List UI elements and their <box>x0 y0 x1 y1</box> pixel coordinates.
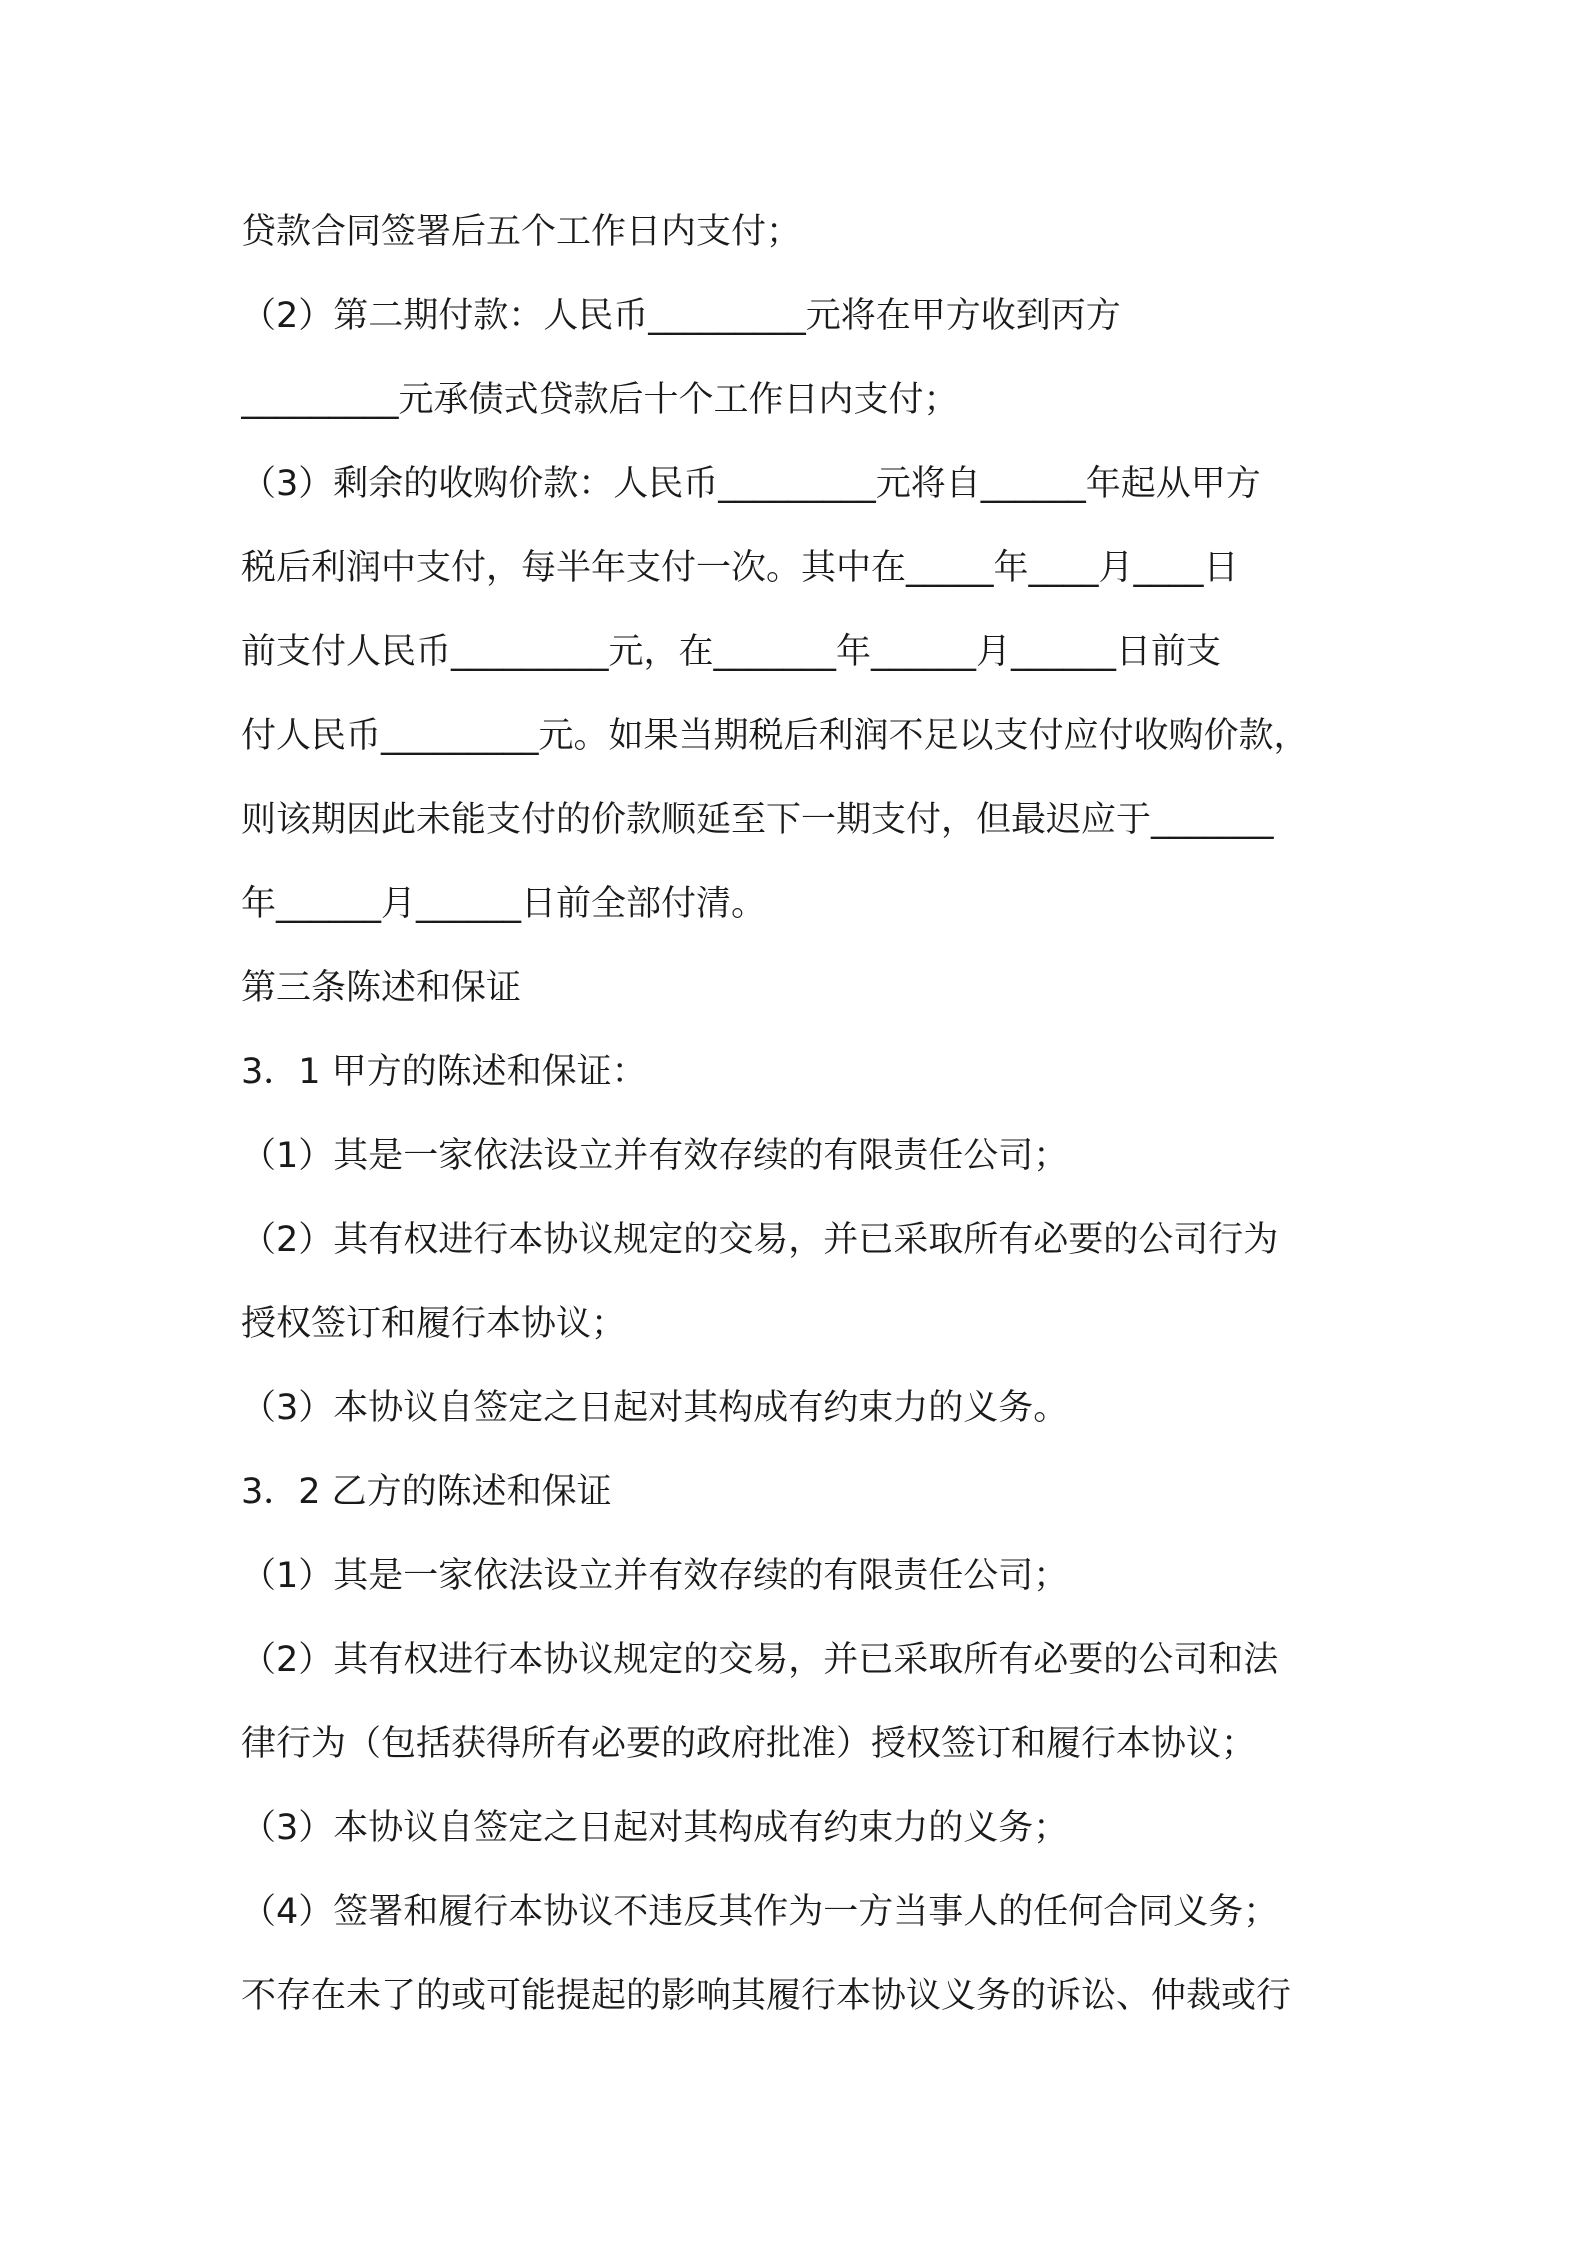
text-line: 律行为（包括获得所有必要的政府批准）授权签订和履行本协议； <box>241 1724 1257 1764</box>
subsection-heading: 3．1 甲方的陈述和保证： <box>241 1052 647 1092</box>
text-line: 授权签订和履行本协议； <box>241 1304 627 1344</box>
text-line: （2）其有权进行本协议规定的交易，并已采取所有必要的公司和法 <box>241 1640 1279 1680</box>
text-line: （3）本协议自签定之日起对其构成有约束力的义务； <box>241 1808 1069 1848</box>
document-body <box>241 190 1371 2038</box>
text-line: _________元承债式贷款后十个工作日内支付； <box>241 380 959 420</box>
text-line: （1）其是一家依法设立并有效存续的有限责任公司； <box>241 1556 1069 1596</box>
subsection-heading: 3．2 乙方的陈述和保证 <box>241 1472 612 1512</box>
text-line: 付人民币_________元。如果当期税后利润不足以支付应付收购价款， <box>241 716 1309 756</box>
text-line: （3）剩余的收购价款：人民币_________元将自______年起从甲方 <box>241 464 1261 504</box>
text-line: （3）本协议自签定之日起对其构成有约束力的义务。 <box>241 1388 1069 1428</box>
text-line: （1）其是一家依法设立并有效存续的有限责任公司； <box>241 1136 1069 1176</box>
text-line: （4）签署和履行本协议不违反其作为一方当事人的任何合同义务； <box>241 1892 1279 1932</box>
text-line: （2）第二期付款：人民币_________元将在甲方收到丙方 <box>241 296 1121 336</box>
text-line: 则该期因此未能支付的价款顺延至下一期支付，但最迟应于_______ <box>241 800 1274 840</box>
text-line: 贷款合同签署后五个工作日内支付； <box>241 212 802 252</box>
section-heading: 第三条陈述和保证 <box>241 968 522 1008</box>
text-line: （2）其有权进行本协议规定的交易，并已采取所有必要的公司行为 <box>241 1220 1279 1260</box>
text-line: 不存在未了的或可能提起的影响其履行本协议义务的诉讼、仲裁或行 <box>241 1976 1292 2016</box>
text-line: 年______月______日前全部付清。 <box>241 884 767 924</box>
text-line: 前支付人民币_________元，在_______年______月______日前支 <box>241 632 1222 672</box>
text-line: 税后利润中支付，每半年支付一次。其中在_____年____月____日 <box>241 548 1239 588</box>
